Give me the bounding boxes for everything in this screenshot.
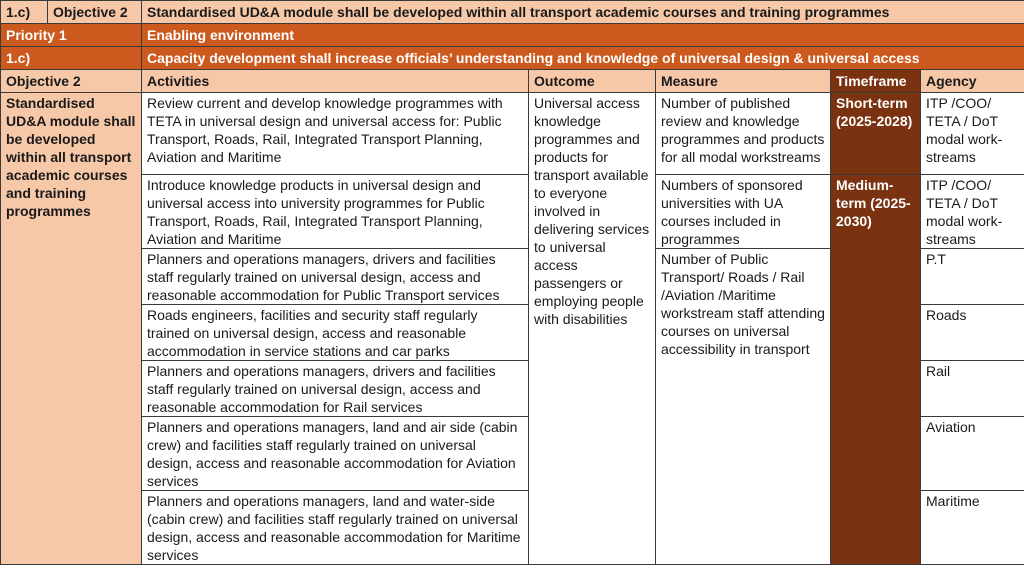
activity-cell: Roads engineers, facilities and security staff regularly trained on universal design, access and reasonable accommodation in service stations and car parks (142, 305, 529, 361)
capacity-title: Capacity development shall increase officials’ understanding and knowledge of universal design & universal access (142, 47, 1024, 70)
outcome-cell: Universal access knowledge programmes and products for transport available to everyone involved in delivering services to universal access passengers or employing people with disabilities (529, 93, 656, 565)
timeframe-cell: Medium-term (2025-2030) (831, 175, 921, 565)
activity-cell: Review current and develop knowledge programmes with TETA in universal design and universal access for: Public Transport, Roads, Rail, Integrated Transport Planning, Aviation and Maritime (142, 93, 529, 175)
agency-cell: Aviation (921, 417, 1024, 491)
objective-code: 1.c) (1, 1, 48, 24)
priority-label: Priority 1 (1, 24, 142, 47)
measure-cell: Number of published review and knowledge programmes and products for all modal workstreams (656, 93, 831, 175)
table-row (1, 175, 1024, 249)
objective-title: Standardised UD&A module shall be developed within all transport academic courses and training programmes (142, 1, 1024, 24)
column-header-row (1, 70, 1024, 93)
measure-cell: Number of Public Transport/ Roads / Rail /Aviation /Maritime workstream staff attending courses on universal accessibility in transport (656, 249, 831, 565)
column-header-timeframe: Timeframe (831, 70, 921, 93)
agency-cell: Roads (921, 305, 1024, 361)
agency-cell: ITP /COO/ TETA / DoT modal work-streams (921, 93, 1024, 175)
header-row-objective (1, 1, 1024, 24)
measure-cell: Numbers of sponsored universities with UA courses included in programmes (656, 175, 831, 249)
timeframe-cell: Short-term (2025-2028) (831, 93, 921, 175)
objective-description: Standardised UD&A module shall be developed within all transport academic courses and training programmes (1, 93, 142, 565)
column-header-outcome: Outcome (529, 70, 656, 93)
agency-cell: P.T (921, 249, 1024, 305)
activity-cell: Introduce knowledge products in universal design and universal access into university programmes for Public Transport, Roads, Rail, Integrated Transport Planning, Aviation and Maritime (142, 175, 529, 249)
column-header-activities: Activities (142, 70, 529, 93)
agency-cell: Maritime (921, 491, 1024, 565)
column-header-measure: Measure (656, 70, 831, 93)
agency-cell: ITP /COO/ TETA / DoT modal work-streams (921, 175, 1024, 249)
activity-cell: Planners and operations managers, drivers and facilities staff regularly trained on universal design, access and reasonable accommodation for Rail services (142, 361, 529, 417)
capacity-code: 1.c) (1, 47, 142, 70)
activity-cell: Planners and operations managers, drivers and facilities staff regularly trained on universal design, access and reasonable accommodation for Public Transport services (142, 249, 529, 305)
column-header-objective: Objective 2 (1, 70, 142, 93)
priority-title: Enabling environment (142, 24, 1024, 47)
activity-cell: Planners and operations managers, land and air side (cabin crew) and facilities staff regularly trained on universal design, access and reasonable accommodation for Aviation services (142, 417, 529, 491)
table-row (1, 93, 1024, 175)
activity-cell: Planners and operations managers, land and water-side (cabin crew) and facilities staff regularly trained on universal design, access and reasonable accommodation for Maritime services (142, 491, 529, 565)
header-row-capacity (1, 47, 1024, 70)
header-row-priority (1, 24, 1024, 47)
agency-cell: Rail (921, 361, 1024, 417)
objective-label: Objective 2 (48, 1, 142, 24)
column-header-agency: Agency (921, 70, 1024, 93)
